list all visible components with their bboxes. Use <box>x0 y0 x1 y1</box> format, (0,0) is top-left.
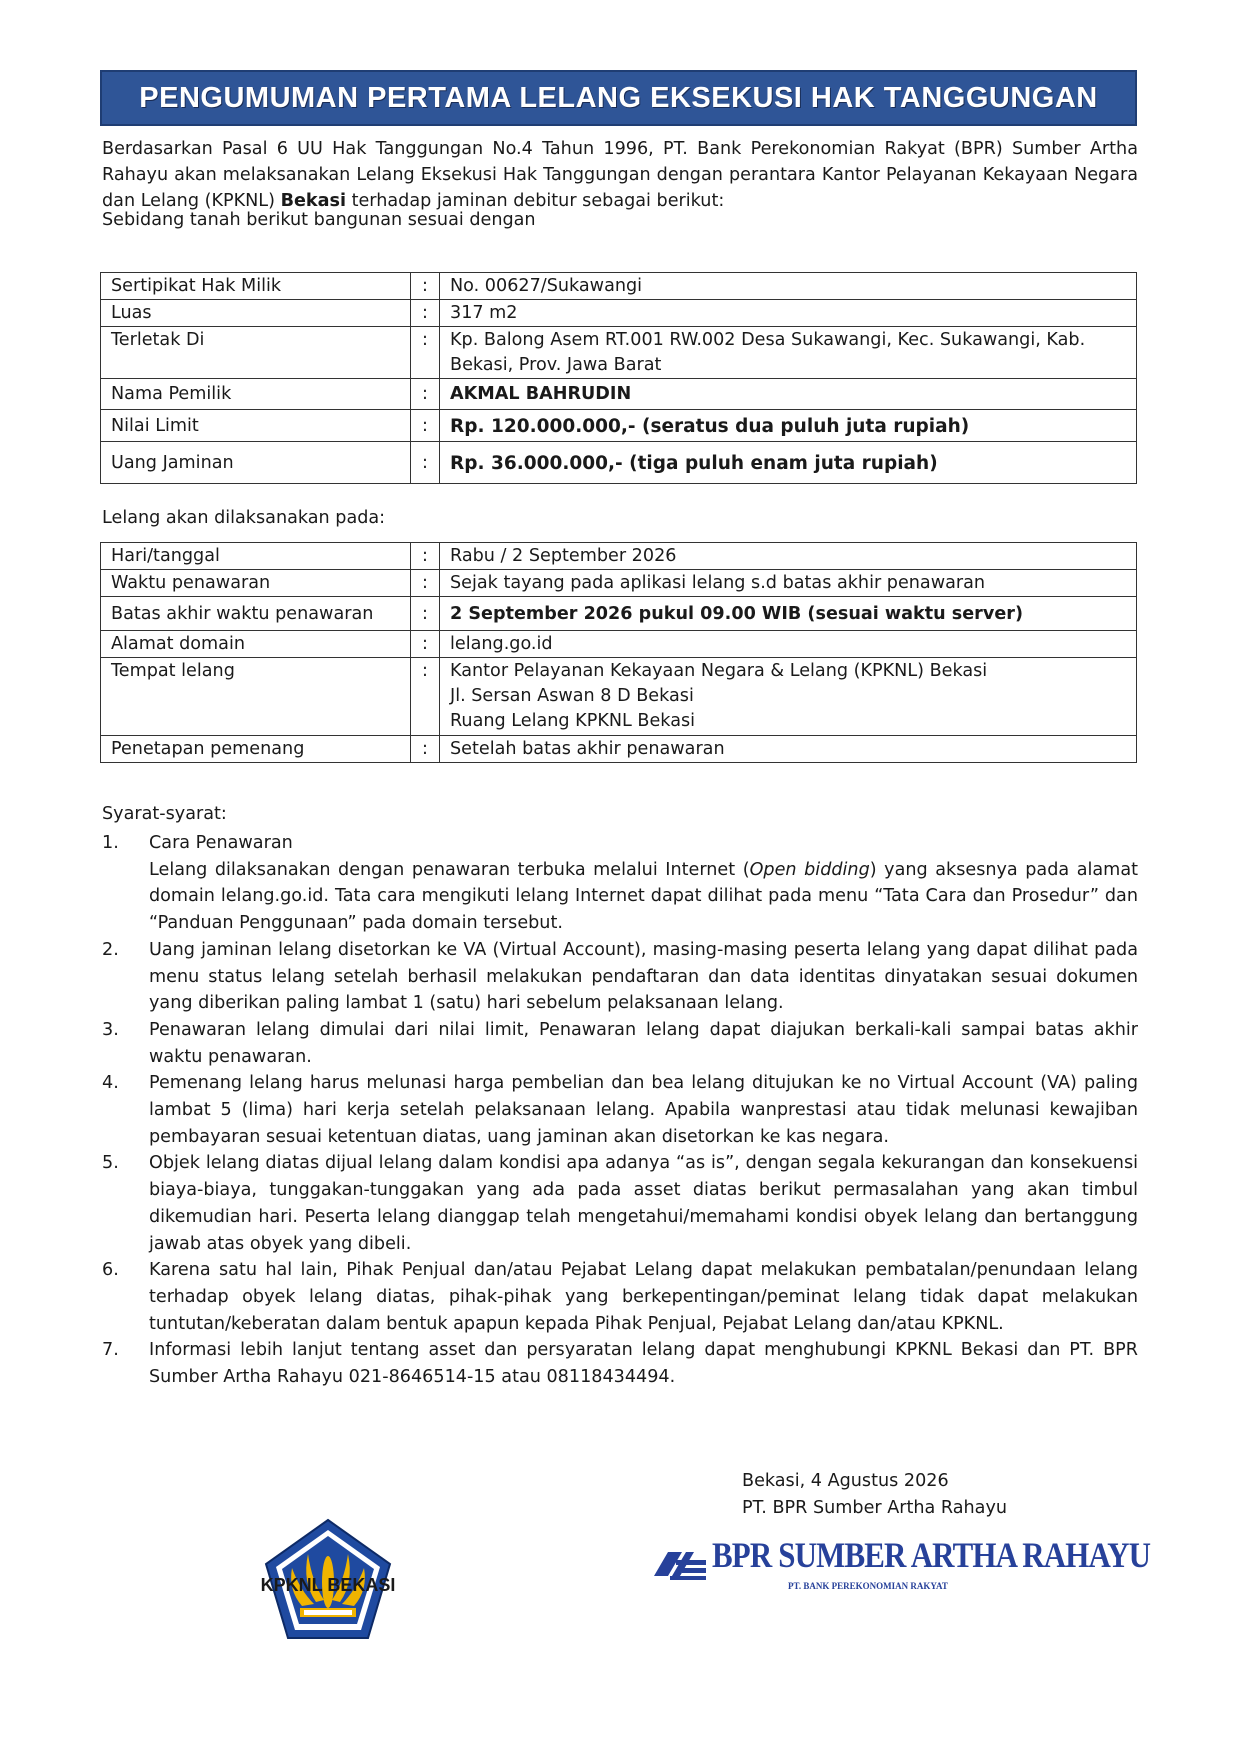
separator: : <box>411 327 440 379</box>
term-text: Lelang dilaksanakan dengan penawaran terbuka melalui Internet ( <box>149 859 750 880</box>
separator: : <box>411 570 440 597</box>
schedule-heading: Lelang akan dilaksanakan pada: <box>102 508 386 528</box>
term-title: Cara Penawaran <box>149 833 293 853</box>
term-text-italic: Open bidding <box>749 859 870 880</box>
schedule-label: Penetapan pemenang <box>101 736 411 763</box>
table-row <box>101 736 1137 763</box>
venue-value <box>440 658 1137 736</box>
term-body <box>149 830 1138 937</box>
table-row <box>101 410 1137 442</box>
list-item <box>102 1257 1138 1337</box>
separator: : <box>411 300 440 327</box>
deadline-value: 2 September 2026 pukul 09.00 WIB (sesuai waktu server) <box>440 597 1137 631</box>
property-label: Sertipikat Hak Milik <box>101 273 411 300</box>
list-item <box>102 1070 1138 1150</box>
separator: : <box>411 631 440 658</box>
signature-block <box>742 1468 1007 1522</box>
separator: : <box>411 273 440 300</box>
term-number: 2. <box>102 939 119 960</box>
property-label: Luas <box>101 300 411 327</box>
terms-list <box>102 830 1138 1391</box>
table-row <box>101 570 1137 597</box>
term-text: Pemenang lelang harus melunasi harga pembelian dan bea lelang ditujukan ke no Virtual Account (VA) paling lambat 5 (lima) hari kerja setelah pelaksanaan lelang. Apabila wanprestasi atau tidak melunasi kewajiban pembayaran sesuai ketentuan diatas, uang jaminan akan disetorkan ke kas negara. <box>149 1073 1138 1147</box>
table-row <box>101 327 1137 379</box>
page-title: PENGUMUMAN PERTAMA LELANG EKSEKUSI HAK TANGGUNGAN <box>139 81 1098 114</box>
deposit-value: Rp. 36.000.000,- (tiga puluh enam juta rupiah) <box>440 442 1137 484</box>
separator: : <box>411 543 440 570</box>
schedule-value: Setelah batas akhir penawaran <box>440 736 1137 763</box>
venue-line: Jl. Sersan Aswan 8 D Bekasi <box>450 686 694 706</box>
property-table <box>100 272 1137 484</box>
bpr-wordmark: BPR SUMBER ARTHA RAHAYU <box>712 1535 1151 1575</box>
table-row <box>101 597 1137 631</box>
term-text: Penawaran lelang dimulai dari nilai limit, Penawaran lelang dapat diajukan berkali-kali sampai batas akhir waktu penawaran. <box>149 1019 1138 1067</box>
table-row <box>101 658 1137 736</box>
owner-name: AKMAL BAHRUDIN <box>440 379 1137 410</box>
list-item <box>102 937 1138 1017</box>
schedule-label: Batas akhir waktu penawaran <box>101 597 411 631</box>
table-row <box>101 543 1137 570</box>
intro-text-bold: Bekasi <box>280 191 346 211</box>
list-item <box>102 1017 1138 1070</box>
term-number: 3. <box>102 1019 119 1040</box>
schedule-value: Sejak tayang pada aplikasi lelang s.d batas akhir penawaran <box>440 570 1137 597</box>
venue-line: Kantor Pelayanan Kekayaan Negara & Lelang (KPKNL) Bekasi <box>450 661 988 681</box>
intro-text-before: Berdasarkan Pasal 6 UU Hak Tanggungan No.4 Tahun 1996, PT. Bank Perekonomian Rakyat (BPR) Sumber Artha Rahayu akan melaksanakan Lelang Eksekusi Hak Tanggungan dengan perantara Kantor Pelayanan Kekayaan Negara dan Lelang (KPKNL) <box>102 139 1138 211</box>
schedule-table <box>100 542 1137 763</box>
table-row <box>101 273 1137 300</box>
schedule-value: Rabu / 2 September 2026 <box>440 543 1137 570</box>
signer-company: PT. BPR Sumber Artha Rahayu <box>742 1498 1008 1518</box>
kpknl-label: KPKNL BEKASI <box>260 1575 396 1595</box>
place-date: Bekasi, 4 Agustus 2026 <box>742 1471 949 1491</box>
limit-value: Rp. 120.000.000,- (seratus dua puluh juta rupiah) <box>440 410 1137 442</box>
table-row <box>101 442 1137 484</box>
property-label: Nilai Limit <box>101 410 411 442</box>
property-heading: Sebidang tanah berikut bangunan sesuai dengan <box>102 210 536 230</box>
property-label: Uang Jaminan <box>101 442 411 484</box>
intro-text-after: terhadap jaminan debitur sebagai berikut: <box>345 191 725 211</box>
term-number: 6. <box>102 1260 119 1281</box>
property-value: Kp. Balong Asem RT.001 RW.002 Desa Sukawangi, Kec. Sukawangi, Kab. Bekasi, Prov. Jawa Barat <box>440 327 1137 379</box>
property-label: Nama Pemilik <box>101 379 411 410</box>
property-value: No. 00627/Sukawangi <box>440 273 1137 300</box>
term-number: 4. <box>102 1073 119 1094</box>
schedule-label: Hari/tanggal <box>101 543 411 570</box>
domain-value: lelang.go.id <box>440 631 1137 658</box>
table-row <box>101 379 1137 410</box>
term-text: Uang jaminan lelang disetorkan ke VA (Virtual Account), masing-masing peserta lelang yang dapat dilihat pada menu status lelang setelah berhasil melakukan pendaftaran dan data identitas dinyatakan sesuai dokumen yang diberikan paling lambat 1 (satu) hari sebelum pelaksanaan lelang. <box>149 939 1138 1014</box>
separator: : <box>411 658 440 736</box>
term-text: Objek lelang diatas dijual lelang dalam kondisi apa adanya “as is”, dengan segala kekurangan dan konsekuensi biaya-biaya, tunggakan-tunggakan yang ada pada asset diatas berikut permasalahan yang akan timbul dikemudian hari. Peserta lelang dianggap telah mengetahui/memahami kondisi obyek lelang dan bertanggung jawab atas obyek yang dibeli. <box>149 1153 1138 1254</box>
separator: : <box>411 597 440 631</box>
separator: : <box>411 379 440 410</box>
table-row <box>101 300 1137 327</box>
venue-line: Ruang Lelang KPKNL Bekasi <box>450 711 696 731</box>
bpr-subtitle: PT. BANK PEREKONOMIAN RAKYAT <box>788 1581 948 1591</box>
term-text: ) yang aksesnya pada alamat domain lelang.go.id. Tata cara mengikuti lelang Internet dapat dilihat pada menu “Tata Cara dan Prosedur” dan “Panduan Penggunaan” pada domain tersebut. <box>149 859 1138 934</box>
term-number: 5. <box>102 1153 119 1174</box>
title-banner <box>100 70 1137 126</box>
list-item <box>102 1150 1138 1257</box>
terms-heading: Syarat-syarat: <box>102 804 227 824</box>
term-text: Informasi lebih lanjut tentang asset dan persyaratan lelang dapat menghubungi KPKNL Bekasi dan PT. BPR Sumber Artha Rahayu 021-8646514-15 atau 08118434494. <box>149 1340 1138 1388</box>
property-label: Terletak Di <box>101 327 411 379</box>
term-number: 7. <box>102 1340 119 1361</box>
list-item <box>102 1337 1138 1390</box>
term-text: Karena satu hal lain, Pihak Penjual dan/atau Pejabat Lelang dapat melakukan pembatalan/penundaan lelang terhadap obyek lelang diatas, pihak-pihak yang berkepentingan/peminat lelang tidak dapat melakukan tuntutan/keberatan dalam bentuk apapun kepada Pihak Penjual, Pejabat Lelang dan/atau KPKNL. <box>149 1260 1138 1334</box>
property-value: 317 m2 <box>440 300 1137 327</box>
separator: : <box>411 442 440 484</box>
term-number: 1. <box>102 833 119 853</box>
schedule-label: Alamat domain <box>101 631 411 658</box>
intro-paragraph <box>102 136 1138 214</box>
separator: : <box>411 410 440 442</box>
schedule-label: Tempat lelang <box>101 658 411 736</box>
schedule-label: Waktu penawaran <box>101 570 411 597</box>
list-item <box>102 830 1138 937</box>
separator: : <box>411 736 440 763</box>
table-row <box>101 631 1137 658</box>
